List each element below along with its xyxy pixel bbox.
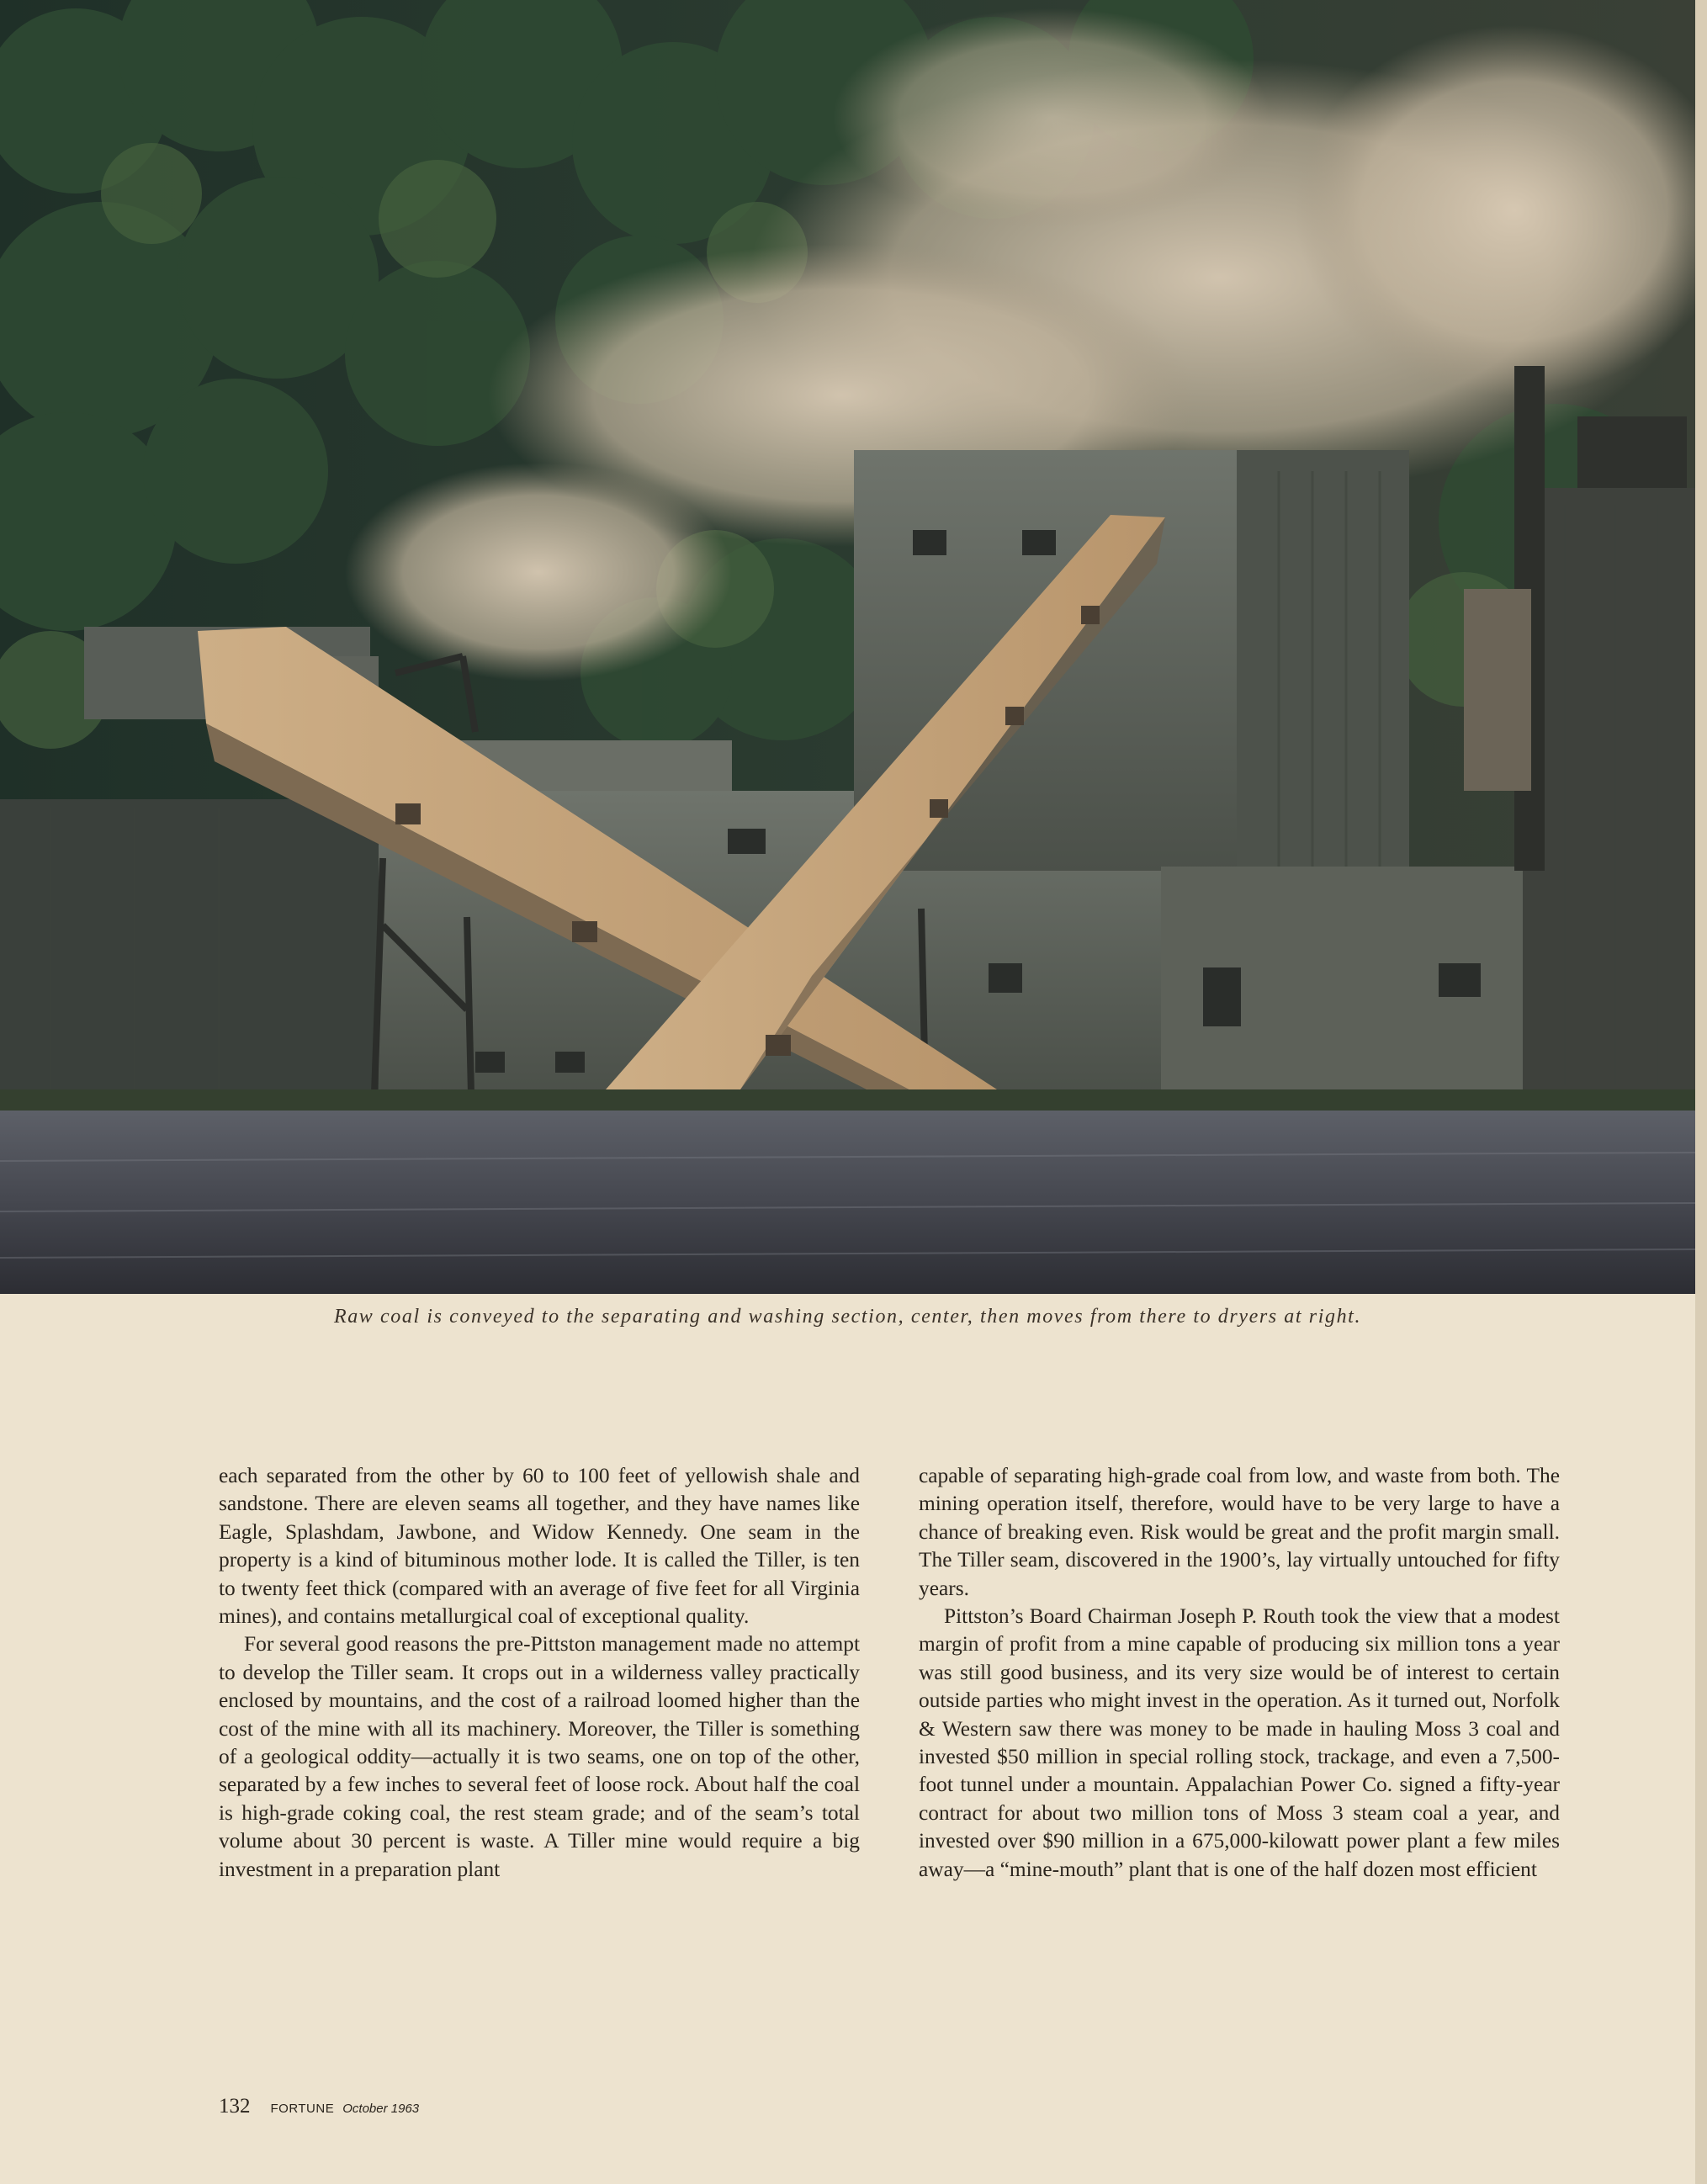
paragraph: capable of separating high-grade coal from low, and waste from both. The mining operation itself, therefore, would have to be very large to have a chance of breaking even. Risk would be great and the profit margin small. The Tiller seam, discovered in the 1900’s, lay virtually untouched for fifty years. (919, 1464, 1560, 1600)
page-number: 132 (219, 2095, 251, 2118)
road (0, 1089, 1695, 1111)
article-column-right (919, 1462, 1560, 1884)
paper-edge (1695, 0, 1707, 2184)
paragraph: each separated from the other by 60 to 100 feet of yellowish shale and sandstone. There are eleven seams all together, and they have names like Eagle, Splashdam, Jawbone, and Widow Kennedy. One seam in the property is a kind of bituminous mother lode. It is called the Tiller, is ten to twenty feet thick (compared with an average of five feet for all Virginia mines), and contains metallurgical coal of exceptional quality. (219, 1464, 860, 1629)
photo-caption: Raw coal is conveyed to the separating and washing section, center, then moves from there to dryers at right. (333, 1306, 1362, 1328)
paragraph: For several good reasons the pre-Pittston management made no attempt to develop the Tiller seam. It crops out in a wilderness valley practically enclosed by mountains, and the cost of a railroad loomed higher than the cost of the mine with all its machinery. Moreover, the Tiller is something of a geological oddity—actually it is two seams, one on top of the other, separated by a few inches to several feet of loose rock. About half the coal is high-grade coking coal, the rest steam grade; and of the seam’s total volume about 30 percent is waste. A Tiller mine would require a big investment in a preparation plant (219, 1632, 860, 1881)
paragraph: Pittston’s Board Chairman Joseph P. Routh took the view that a modest margin of profit from a mine capable of producing six million tons a year was still good business, and its very size would be of interest to certain outside parties who might invest in the operation. As it turned out, Norfolk & Western saw there was money to be made in hauling Moss 3 coal and invested $50 million in special rolling stock, trackage, and even a 7,500-foot tunnel under a mountain. Appalachian Power Co. signed a fifty-year contract for about two million tons of Moss 3 steam coal a year, and invested over $90 million in a 675,000-kilowatt power plant a few miles away—a “mine-mouth” plant that is one of the half dozen most efficient (919, 1604, 1560, 1881)
article-column-left (219, 1462, 860, 1884)
magazine-name: FORTUNE (270, 2102, 335, 2116)
issue-date: October 1963 (342, 2102, 420, 2116)
page-footer (219, 2095, 419, 2118)
